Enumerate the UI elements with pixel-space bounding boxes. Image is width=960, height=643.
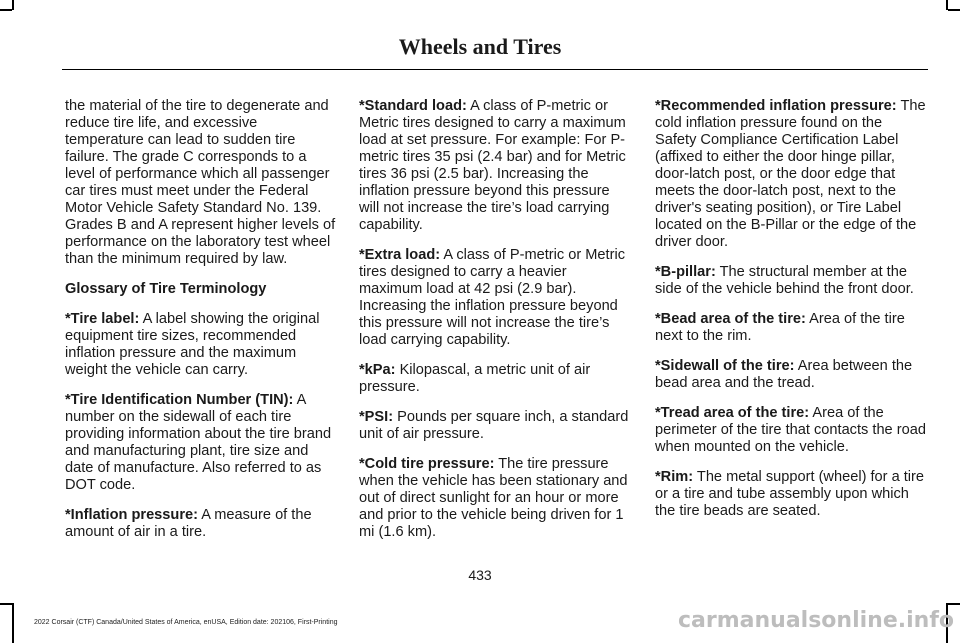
glossary-paragraph xyxy=(655,405,927,456)
footer-edition-text: 2022 Corsair (CTF) Canada/United States of America, enUSA, Edition date: 202106, First-Printing xyxy=(34,619,338,626)
term-definition: The structural member at the side of the vehicle behind the front door. xyxy=(655,264,914,297)
glossary-paragraph xyxy=(655,469,927,520)
term-label: *Tire Identification Number (TIN): xyxy=(65,392,294,408)
glossary-paragraph xyxy=(65,392,337,494)
term-definition: Area of the tire next to the rim. xyxy=(655,311,905,344)
term-label: *Inflation pressure: xyxy=(65,507,198,523)
term-definition: the material of the tire to degenerate and reduce tire life, and excessive temperature can lead to sudden tire failure. The grade C corresponds to a level of performance which all passenger car tires must meet under the Federal Motor Vehicle Safety Standard No. 139. Grades B and A represent higher levels of performance on the laboratory test wheel than the minimum required by law. xyxy=(65,98,336,267)
crop-mark xyxy=(946,0,948,10)
glossary-paragraph xyxy=(655,98,927,251)
page-title: Wheels and Tires xyxy=(398,34,562,59)
term-label: *B-pillar: xyxy=(655,264,716,280)
glossary-paragraph xyxy=(655,311,927,345)
term-label: *Tire label: xyxy=(65,311,140,327)
glossary-paragraph xyxy=(65,98,337,268)
term-definition: A label showing the original equipment tire sizes, recommended inflation pressure and the maximum weight the vehicle can carry. xyxy=(65,311,320,378)
term-label: *Standard load: xyxy=(359,98,467,114)
term-definition: A number on the sidewall of each tire providing information about the tire brand and manufacturing plant, tire size and date of manufacture. Also referred to as DOT code. xyxy=(65,392,332,493)
term-definition: The cold inflation pressure found on the Safety Compliance Certification Label (affixed to either the door hinge pillar, door-latch post, or the door edge that meets the door-latch post, next to the driver's seating position), or Tire Label located on the B-Pillar or the edge of the driver door. xyxy=(655,98,926,250)
term-definition: Area between the bead area and the tread. xyxy=(655,358,913,391)
term-definition: A class of P-metric or Metric tires designed to carry a heavier maximum load at 42 psi (2.9 bar). Increasing the inflation pressure beyond this pressure will not increase the tire’s load carrying capability. xyxy=(359,247,626,348)
term-definition: A measure of the amount of air in a tire. xyxy=(65,507,312,540)
term-label: Glossary of Tire Terminology xyxy=(65,281,267,297)
term-label: *Cold tire pressure: xyxy=(359,456,495,472)
term-label: *PSI: xyxy=(359,409,394,425)
crop-mark xyxy=(948,9,960,11)
glossary-paragraph xyxy=(655,358,927,392)
page-number: 433 xyxy=(468,567,492,583)
header-rule xyxy=(62,69,928,70)
crop-mark xyxy=(948,603,960,605)
glossary-paragraph xyxy=(359,456,631,541)
section-heading xyxy=(65,281,337,298)
text-column-2 xyxy=(359,98,631,554)
term-label: *Bead area of the tire: xyxy=(655,311,806,327)
glossary-paragraph xyxy=(359,98,631,234)
term-label: *Sidewall of the tire: xyxy=(655,358,795,374)
crop-mark xyxy=(0,603,12,605)
term-label: *Recommended inflation pressure: xyxy=(655,98,897,114)
crop-mark xyxy=(12,603,14,643)
text-column-3 xyxy=(655,98,927,533)
glossary-paragraph xyxy=(359,247,631,349)
term-definition: The metal support (wheel) for a tire or a tire and tube assembly upon which the tire beads are seated. xyxy=(655,469,925,519)
term-label: *Rim: xyxy=(655,469,694,485)
term-definition: Area of the perimeter of the tire that contacts the road when mounted on the vehicle. xyxy=(655,405,926,455)
watermark: carmanualsonline.info xyxy=(678,608,954,633)
crop-mark xyxy=(0,9,12,11)
term-definition: The tire pressure when the vehicle has been stationary and out of direct sunlight for an hour or more and prior to the vehicle being driven for 1 mi (1.6 km). xyxy=(359,456,628,540)
term-definition: Kilopascal, a metric unit of air pressure. xyxy=(359,362,591,395)
glossary-paragraph xyxy=(359,409,631,443)
term-label: *kPa: xyxy=(359,362,396,378)
glossary-paragraph xyxy=(65,311,337,379)
crop-mark xyxy=(12,0,14,10)
text-column-1 xyxy=(65,98,337,554)
glossary-paragraph xyxy=(359,362,631,396)
glossary-paragraph xyxy=(65,507,337,541)
term-label: *Extra load: xyxy=(359,247,441,263)
glossary-paragraph xyxy=(655,264,927,298)
term-label: *Tread area of the tire: xyxy=(655,405,810,421)
term-definition: A class of P-metric or Metric tires designed to carry a maximum load at set pressure. For example: For P-metric tires 35 psi (2.4 bar) and for Metric tires 36 psi (2.5 bar). Increasing the inflation pressure beyond this pressure will not increase the tire’s load carrying capability. xyxy=(359,98,626,233)
term-definition: Pounds per square inch, a standard unit of air pressure. xyxy=(359,409,629,442)
